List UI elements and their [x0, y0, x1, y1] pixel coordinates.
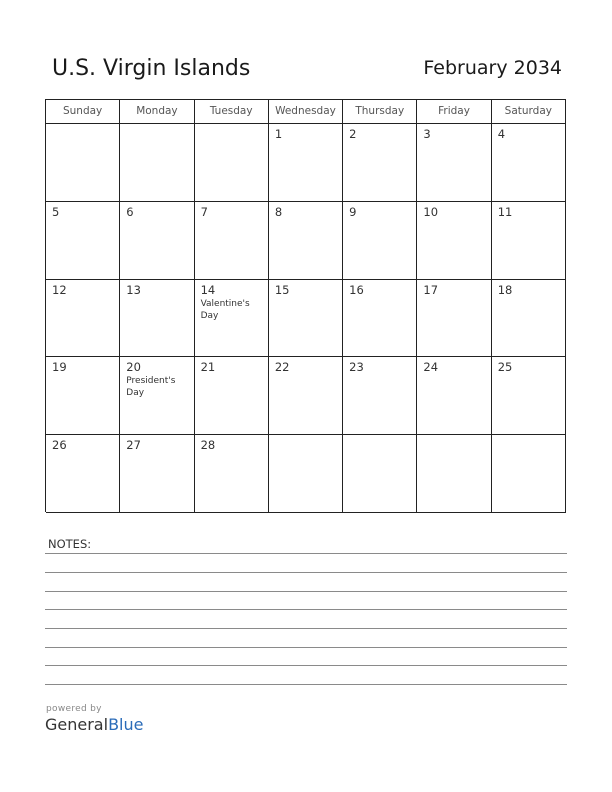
- day-cell: [269, 357, 343, 435]
- brand-logo: [45, 704, 143, 735]
- notes-line: [45, 609, 567, 610]
- day-cell: [269, 202, 343, 280]
- day-cell: [120, 435, 194, 513]
- day-number: 13: [126, 282, 141, 297]
- weekday-tuesday: Tuesday: [195, 100, 269, 124]
- day-cell: [269, 280, 343, 358]
- day-number: 28: [200, 438, 216, 453]
- weekday-friday: Friday: [417, 100, 491, 124]
- calendar-grid: [45, 99, 566, 512]
- day-number: 19: [52, 360, 67, 375]
- day-cell: [343, 202, 417, 280]
- day-number: 2: [349, 127, 357, 141]
- day-cell: [120, 357, 194, 435]
- day-number: 14: [200, 282, 216, 297]
- weekday-thursday: Thursday: [343, 100, 417, 124]
- day-cell: [46, 124, 120, 202]
- day-cell: [195, 280, 269, 358]
- brand-name-blue: Blue: [108, 715, 144, 734]
- day-cell: [492, 357, 566, 435]
- day-cell: [417, 202, 491, 280]
- weekday-saturday: Saturday: [492, 100, 566, 124]
- day-cell: [120, 202, 194, 280]
- day-cell: [46, 280, 120, 358]
- notes-line: [45, 647, 567, 648]
- day-number: 20: [126, 360, 141, 375]
- brand-name: [45, 715, 143, 735]
- day-number: 11: [497, 204, 513, 219]
- day-number: 16: [349, 282, 364, 297]
- day-number: 24: [423, 360, 439, 375]
- notes-line: [45, 628, 567, 629]
- day-cell: [417, 357, 491, 435]
- day-cell: [343, 357, 417, 435]
- day-number: 26: [52, 438, 67, 453]
- day-number: 22: [274, 360, 290, 375]
- powered-by-text: powered by: [46, 704, 102, 714]
- week-row: [46, 124, 566, 202]
- day-cell: [269, 435, 343, 513]
- holiday-label: Valentine's Day: [200, 298, 250, 321]
- week-row: [46, 435, 566, 513]
- day-cell: [195, 357, 269, 435]
- day-cell: [417, 435, 491, 513]
- day-cell: [343, 124, 417, 202]
- day-number: 4: [497, 127, 506, 141]
- day-cell: [46, 435, 120, 513]
- day-cell: [195, 202, 269, 280]
- day-cell: [343, 280, 417, 358]
- weekday-header-row: [46, 100, 566, 124]
- week-row: [46, 280, 566, 358]
- day-number: 3: [423, 127, 431, 141]
- notes-line: [45, 665, 567, 666]
- day-number: 10: [423, 204, 439, 219]
- holiday-label: President's Day: [126, 376, 176, 399]
- day-cell: [46, 357, 120, 435]
- day-number: 25: [497, 360, 513, 375]
- day-cell: [492, 202, 566, 280]
- weekday-wednesday: Wednesday: [269, 100, 343, 124]
- week-row: [46, 202, 566, 280]
- day-number: 12: [52, 282, 67, 297]
- notes-line: [45, 591, 567, 592]
- month-title: February 2034: [423, 57, 562, 79]
- day-number: 15: [274, 282, 290, 297]
- day-number: 7: [200, 204, 208, 219]
- notes-label: NOTES:: [48, 537, 92, 551]
- day-number: 23: [349, 360, 364, 375]
- weekday-monday: Monday: [120, 100, 194, 124]
- notes-line: [45, 553, 567, 554]
- day-cell: [492, 280, 566, 358]
- day-number: 1: [274, 127, 283, 141]
- day-number: 18: [497, 282, 513, 297]
- region-title: U.S. Virgin Islands: [52, 56, 251, 81]
- day-cell: [417, 124, 491, 202]
- notes-line: [45, 572, 567, 573]
- week-row: [46, 357, 566, 435]
- day-cell: [120, 124, 194, 202]
- day-number: 17: [423, 282, 439, 297]
- day-number: 21: [200, 360, 216, 375]
- weekday-sunday: Sunday: [46, 100, 120, 124]
- day-number: 5: [52, 204, 60, 219]
- day-cell: [343, 435, 417, 513]
- day-number: 9: [349, 204, 357, 219]
- day-cell: [120, 280, 194, 358]
- day-cell: [492, 124, 566, 202]
- day-cell: [195, 124, 269, 202]
- day-cell: [417, 280, 491, 358]
- brand-name-general: General: [45, 715, 109, 734]
- day-cell: [195, 435, 269, 513]
- day-cell: [46, 202, 120, 280]
- day-number: 6: [126, 204, 134, 219]
- day-number: 27: [126, 438, 141, 453]
- notes-line: [45, 684, 567, 685]
- day-cell: [269, 124, 343, 202]
- day-cell: [492, 435, 566, 513]
- day-number: 8: [274, 204, 283, 219]
